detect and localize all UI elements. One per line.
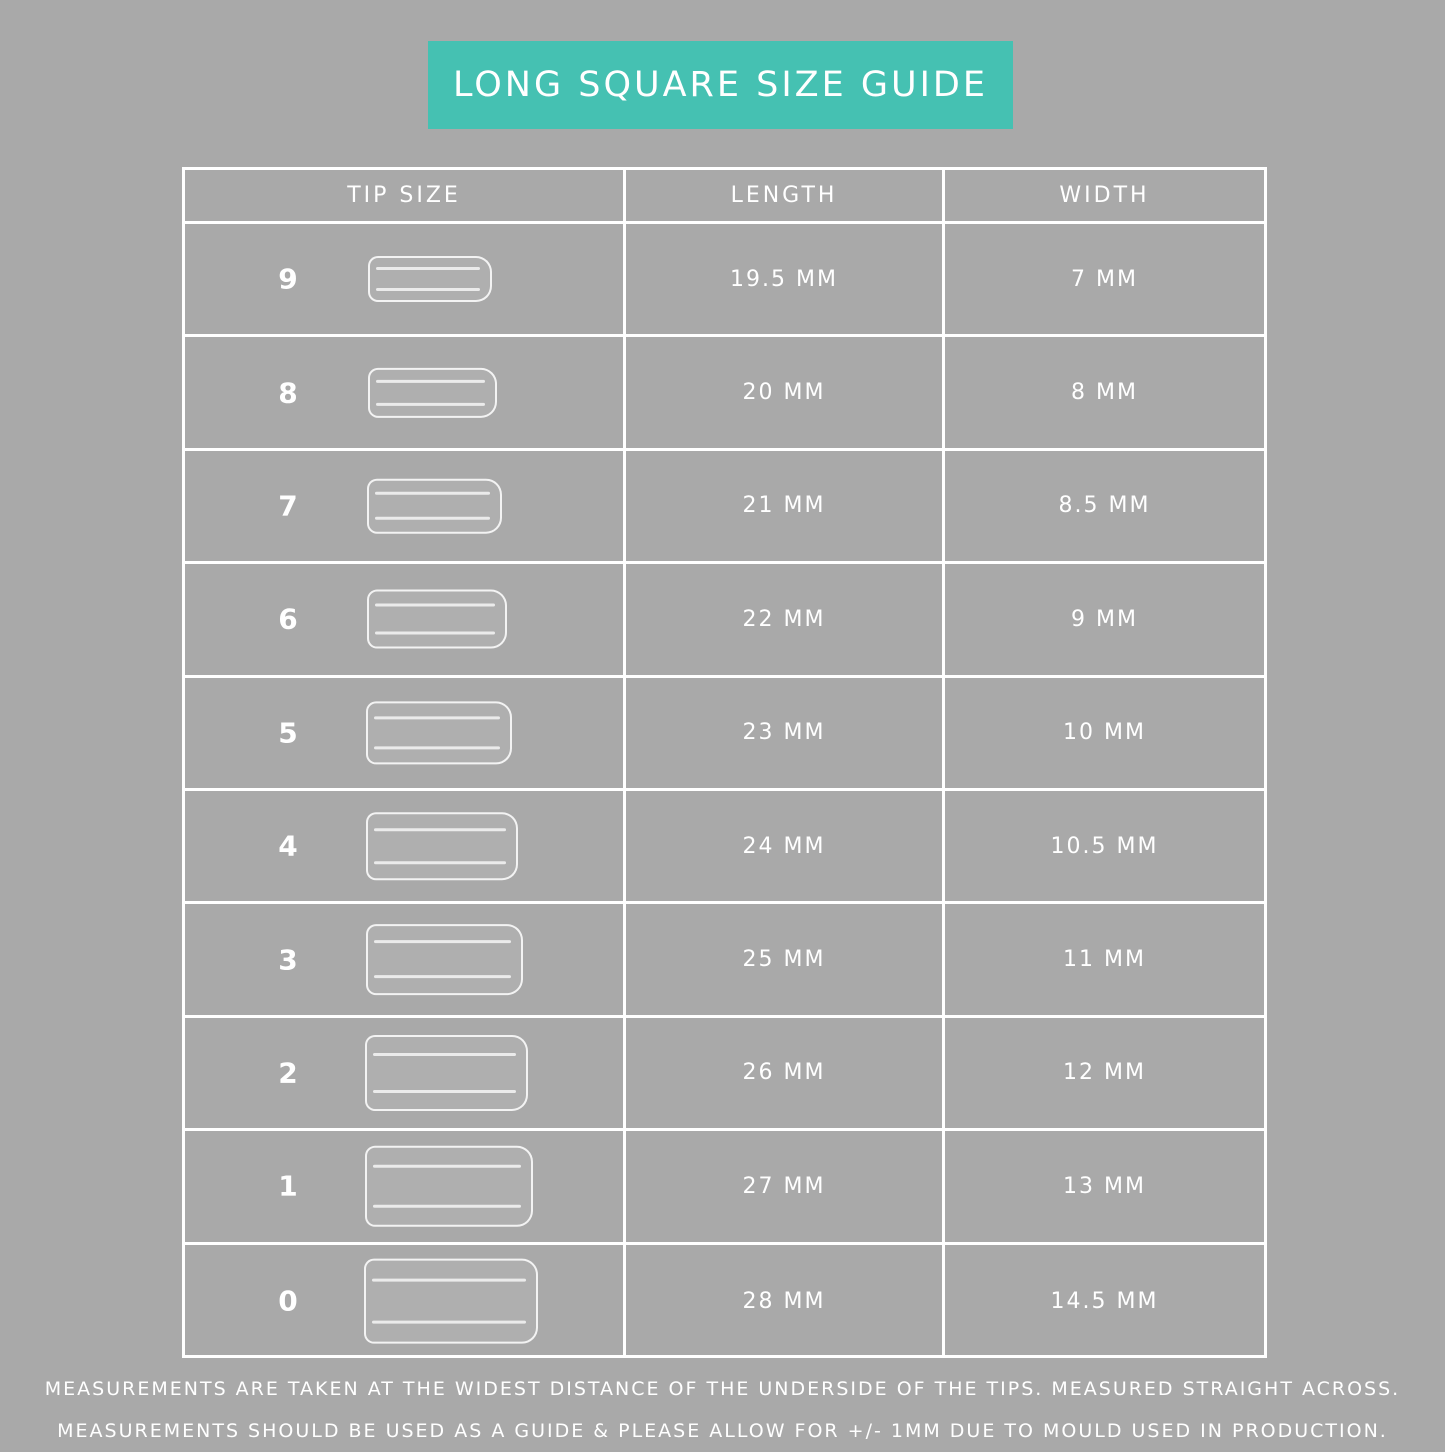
length-cell: 22 MM	[626, 564, 945, 674]
table-row	[185, 791, 1264, 904]
tip-size-number: 4	[278, 829, 300, 863]
tip-size-number: 5	[278, 716, 300, 750]
nail-tip-icon	[366, 812, 518, 880]
nail-tip-icon	[366, 924, 523, 996]
nail-tip-icon	[365, 1035, 528, 1111]
length-cell: 28 MM	[626, 1245, 945, 1358]
footnote-measurement: MEASUREMENTS ARE TAKEN AT THE WIDEST DISTANCE OF THE UNDERSIDE OF THE TIPS. MEASURED STRAIGHT ACROSS.	[44, 1378, 1401, 1400]
length-cell: 20 MM	[626, 337, 945, 447]
tip-size-cell	[185, 1018, 626, 1128]
width-cell: 11 MM	[1063, 947, 1146, 973]
width-cell: 10.5 MM	[1050, 833, 1159, 859]
nail-tip-icon	[364, 1259, 538, 1344]
tip-size-number: 7	[278, 489, 300, 523]
table-row	[185, 564, 1264, 677]
table-row	[185, 1131, 1264, 1244]
tip-size-number: 1	[278, 1169, 300, 1203]
header-width: WIDTH	[1059, 183, 1150, 208]
length-cell: 24 MM	[626, 791, 945, 901]
width-cell: 9 MM	[1071, 606, 1138, 632]
table-row	[185, 451, 1264, 564]
table-row	[185, 1018, 1264, 1131]
length-cell: 23 MM	[626, 678, 945, 788]
nail-tip-icon	[368, 367, 498, 417]
nail-tip-icon	[365, 1146, 533, 1226]
header-tip-size: TIP SIZE	[185, 170, 626, 221]
tip-size-cell	[185, 678, 626, 788]
tip-size-number: 8	[278, 376, 300, 410]
width-cell: 10 MM	[1063, 720, 1146, 746]
size-guide-table	[182, 167, 1267, 1358]
table-row	[185, 904, 1264, 1017]
width-cell: 13 MM	[1063, 1173, 1146, 1199]
width-cell: 14.5 MM	[1050, 1288, 1159, 1314]
length-cell: 19.5 MM	[626, 224, 945, 334]
tip-size-cell	[185, 564, 626, 674]
page-title: LONG SQUARE SIZE GUIDE	[453, 65, 988, 105]
table-row	[185, 224, 1264, 337]
tip-size-cell	[185, 451, 626, 561]
length-cell: 21 MM	[626, 451, 945, 561]
tip-size-number: 6	[278, 602, 300, 636]
length-cell: 27 MM	[626, 1131, 945, 1241]
nail-tip-icon	[368, 256, 492, 302]
width-cell: 12 MM	[1063, 1060, 1146, 1086]
table-row	[185, 337, 1264, 450]
table-row	[185, 1245, 1264, 1358]
footnotes	[0, 1368, 1445, 1452]
tip-size-number: 2	[278, 1056, 300, 1090]
tip-size-cell	[185, 337, 626, 447]
nail-tip-icon	[367, 479, 502, 534]
tip-size-cell	[185, 791, 626, 901]
table-header	[185, 170, 1264, 224]
table-row	[185, 678, 1264, 791]
width-cell: 7 MM	[1071, 266, 1138, 292]
tip-size-number: 0	[278, 1284, 300, 1318]
width-cell: 8 MM	[1071, 380, 1138, 406]
tip-size-cell	[185, 224, 626, 334]
title-banner	[428, 41, 1013, 129]
header-length: LENGTH	[626, 170, 945, 221]
length-cell: 25 MM	[626, 904, 945, 1014]
tip-size-cell	[185, 1245, 626, 1358]
footnote-guide: MEASUREMENTS SHOULD BE USED AS A GUIDE & PLEASE ALLOW FOR +/- 1MM DUE TO MOULD USED IN PRODUCTION.	[57, 1420, 1388, 1442]
length-cell: 26 MM	[626, 1018, 945, 1128]
nail-tip-icon	[367, 590, 508, 649]
width-cell: 8.5 MM	[1058, 493, 1151, 519]
nail-tip-icon	[366, 701, 512, 764]
tip-size-cell	[185, 1131, 626, 1241]
tip-size-number: 3	[278, 943, 300, 977]
tip-size-cell	[185, 904, 626, 1014]
tip-size-number: 9	[278, 262, 300, 296]
